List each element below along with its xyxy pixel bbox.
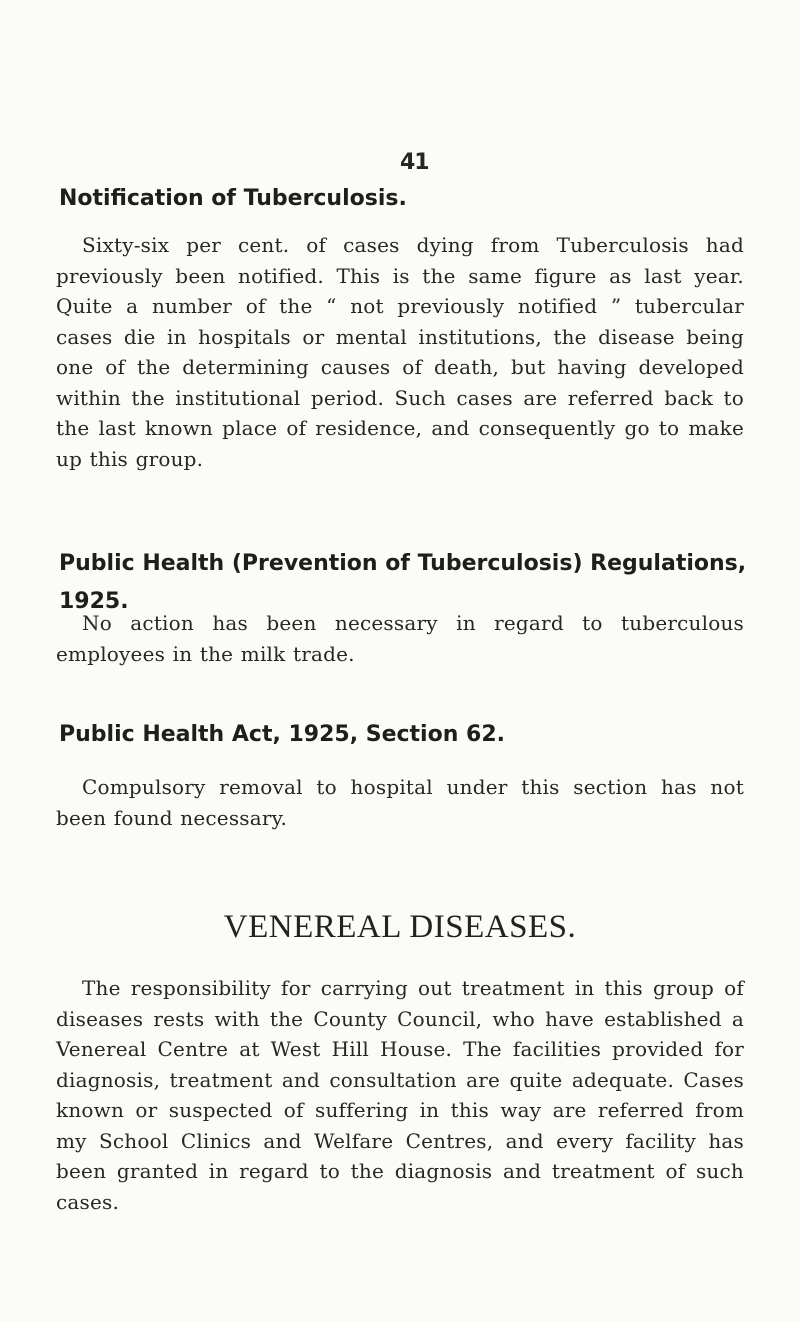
page-number: 41 <box>400 150 429 175</box>
heading-notification-of-tuberculosis: Notification of Tuberculosis. <box>59 186 407 211</box>
heading-public-health-act-section-62: Public Health Act, 1925, Section 62. <box>59 722 505 747</box>
paragraph-venereal-diseases: The responsibility for carrying out treatment in this group of diseases rests with the County Council, who have established a Venereal Centre at West Hill House. The facilities provided for diagnosis, treatment and consultation are quite adequate. Cases known or suspected of suffering in this way are referred from my School Clinics and Welfare Centres, and every facility has been granted in regard to the diagnosis and treatment of such cases. <box>56 976 744 1214</box>
heading-prevention-regulations: Public Health (Prevention of Tuberculosis) Regulations, 1925. <box>59 551 747 614</box>
paragraph-notification: Sixty-six per cent. of cases dying from Tuberculosis had previously been notified. This is the same figure as last year. Quite a number of the “ not previously notified ” tubercular cases die in hospitals or mental institutions, the disease being one of the determining causes of death, but having developed within the institutional period. Such cases are referred back to the last known place of residence, and consequently go to make up this group. <box>56 233 744 471</box>
paragraph-compulsory-removal: Compulsory removal to hospital under this section has not been found necessary. <box>56 775 744 830</box>
paragraph-milk-trade: No action has been necessary in regard to tuberculous employees in the milk trade. <box>56 611 744 666</box>
section-title-venereal-diseases: VENEREAL DISEASES. <box>223 909 577 945</box>
